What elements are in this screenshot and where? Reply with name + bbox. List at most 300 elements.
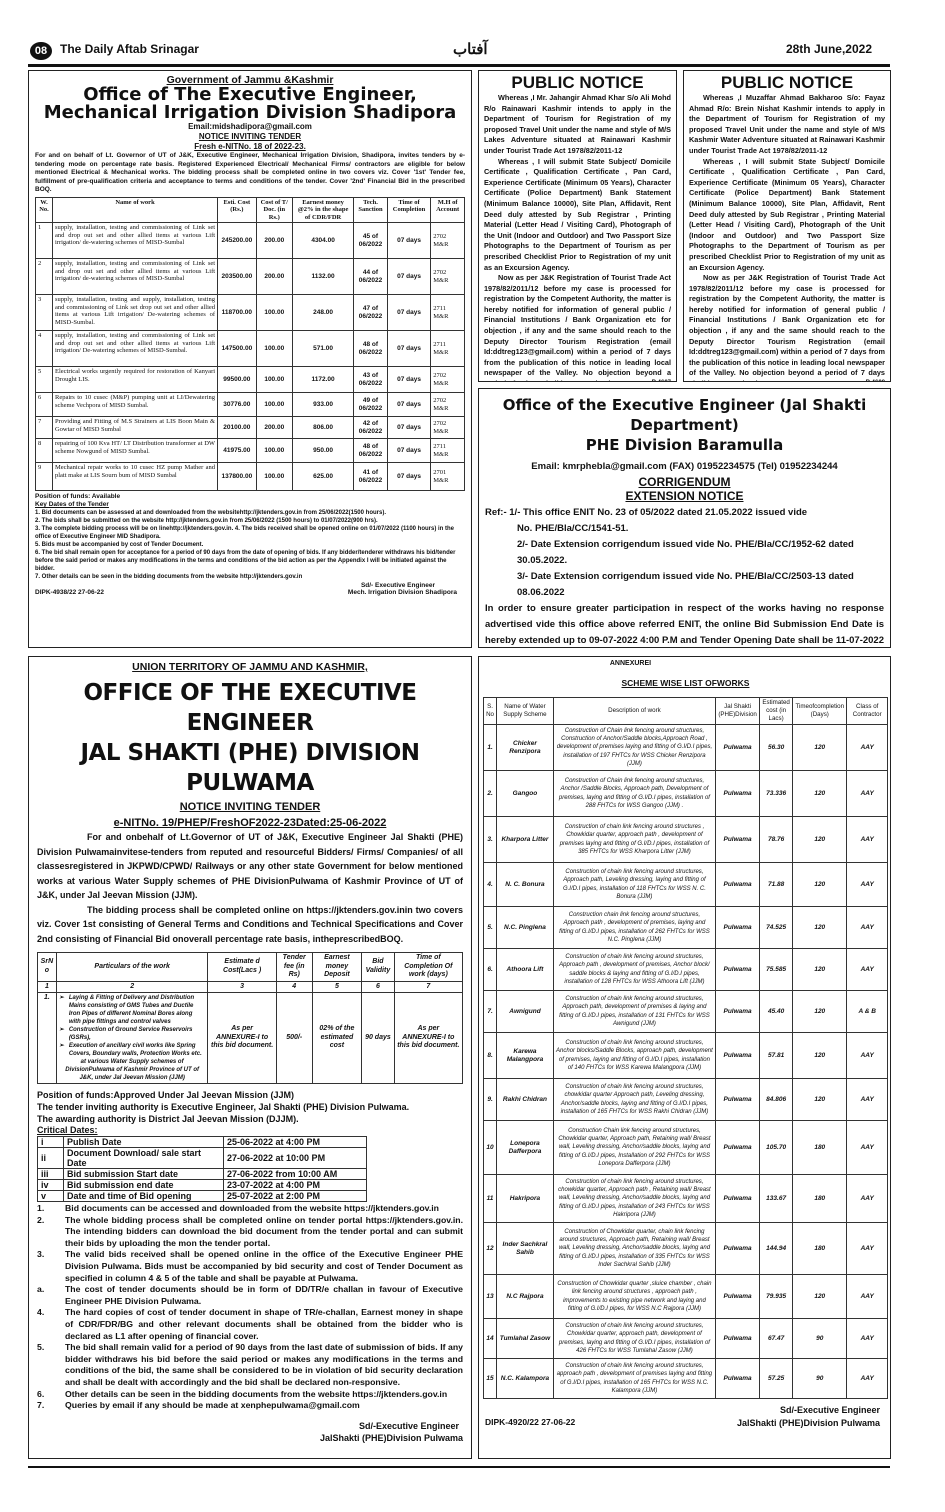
intro-paragraph-1: For and onbehalf of Lt.Governor of UT of J&K, Executive Engineer Jal Shakti (PHE) Division Pulwamainvitese-tenders from reputed and resourceful Bidders/ Firms/ Companies/ of all classesregistered in JKPWD/CPWD/ Railways or any other state Government for below mentioned works at various Water Supply schemes of PHE DivisionPulwama of Kashmir Province of UT of J&K, under Jal Jeevan Mission (JJM). [37, 832, 463, 900]
table-cell: AAY [847, 907, 888, 949]
table-cell: 43 of 06/2022 [354, 367, 388, 393]
table-cell: 07 days [387, 463, 431, 491]
page-header [28, 40, 890, 62]
particulars-text: Construction of Ground Service Reservoirs (GSRs), [68, 1027, 193, 1041]
term-item [37, 1203, 463, 1215]
signature-office: JalShakti (PHE)Division Pulwama [736, 1418, 880, 1428]
table-cell: AAY [847, 725, 888, 771]
ad-mid-shadipora [28, 70, 472, 648]
table-cell: 9 [36, 463, 53, 491]
table-cell: 2702 M&R [431, 417, 465, 439]
table-row [484, 949, 888, 991]
table-row [484, 1223, 888, 1275]
term-text: The bid shall remain valid for a period of 90 days from the last date of submission of bids. If any bidder withdraws his bid before the said period or makes any modifications in the terms and conditions of the bid, the same shall be considered to be in violation of bid security declaration and shall be dealt with accordingly and the bid shall be declared non-responsive. [65, 1342, 463, 1387]
table-row [36, 295, 465, 331]
page-number: 08 [30, 42, 52, 60]
public-notice-1 [478, 70, 677, 382]
table-row [484, 1319, 888, 1359]
column-header: Tech. Sanction [354, 197, 388, 223]
table-cell: 203500.00 [218, 259, 257, 295]
term-item [37, 1342, 463, 1388]
table-cell: 950.00 [292, 439, 353, 463]
table-cell: Tumlahal Zasow [497, 1319, 554, 1359]
column-header: Name of Water Supply Scheme [497, 698, 554, 725]
table-cell: 120 [793, 991, 847, 1033]
particulars-text: Execution of ancillary civil works like Spring Covers, Boundary walls, Protection Works etc. [68, 1043, 202, 1057]
table-cell: Construction of chain link fencing around structures, Anchor blocks/Saddle Blocks, approach path, development of premises, laying and fitting of G.I/D.I pipes, installation of 140 FHTCs for WSS Karewa Malangpora (JJM) [553, 1033, 715, 1079]
date-row [38, 1137, 367, 1148]
office-title-2: Mechanical Irrigation Division Shadipora [43, 102, 457, 123]
email: Email:midshadipora@gmail.com [188, 122, 312, 131]
table-cell: Construction of Chain link fencing around structures, Anchor /Saddle Blocks, Approach path, Development of premises, laying and fitting of G.I/D.I pipes, installation of 288 FHTCs for WSS Gangoo (JJM) . [553, 771, 715, 817]
office-title-2: PHE Division Baramulla [585, 436, 784, 454]
column-header: Cost of T/ Doc. (in Rs.) [256, 197, 292, 223]
table-cell: Kharpora Litter [497, 817, 554, 863]
table-row [484, 907, 888, 949]
critical-dates-table [37, 1136, 367, 1202]
table-cell: 90 [793, 1319, 847, 1359]
table-cell: 99500.00 [218, 367, 257, 393]
table-cell: 79.935 [760, 1275, 793, 1319]
table-row [36, 223, 465, 259]
column-number: 5 [312, 981, 361, 993]
table-cell: Pulwama [716, 991, 760, 1033]
row-particulars [56, 993, 208, 1084]
table-cell: 45.40 [760, 991, 793, 1033]
table-cell: AAY [847, 771, 888, 817]
term-number: 3. [37, 1249, 45, 1260]
table-cell: 07 days [387, 223, 431, 259]
contact-line: Email: kmrphebla@gmail.com (FAX) 01952234575 (Tel) 01952234244 [531, 461, 838, 472]
table-row [36, 259, 465, 295]
table-cell: 48 of 06/2022 [354, 331, 388, 367]
table-cell: 100.00 [256, 295, 292, 331]
table-cell: 5 [36, 367, 53, 393]
table-cell: 100.00 [256, 331, 292, 367]
intro-paragraph: For and on behalf of Lt. Governor of UT of J&K, Executive Engineer, Mechanical Irrigation Division, Shadipora, invites tenders by e-tendering mode on percentage rate basis. Registered Experienced Electrical/ Mechanical Firms/ contractors are eligible for below mentioned Electrical & Mechanical works. The bidding process shall be completed online in two covers viz. Cover '1st' Tender fee, fulfillment of pre-qualification criteria and acceptance to terms and conditions of the tender. Cover '2nd' Financial Bid in the prescribed BOQ. [35, 152, 465, 193]
date-cell: 27-06-2022 at 10:00 PM [224, 1148, 367, 1169]
column-number: 7 [394, 981, 462, 993]
table-cell: Pulwama [716, 949, 760, 991]
table-cell: Construction of Chowkidar quarter ,sluice chamber , chain link fencing around structures , approach path , improvements to existing pipe network and laying and fitting of G.I/D.I pipes, for WSS N.C Rajpora (JJM) [553, 1275, 715, 1319]
table-cell: Inder Sachkral Sahib [497, 1223, 554, 1275]
notice-para-2: Whereas , I will submit State Subject/ Domicile Certificate , Qualification Certificate , Pan Card, Experience Certificate (Minimum 05 Years), Character Certificate (Police Department) Bank Statement (Minimum Balance 10000), Site Plan, Affidavit, Rent Deed duly attested by Sub Registrar , Printing Material (Letter Head / Visiting Card), Photograph of the Unit (Indoor and Outdoor) and Two Passport Size Photographs to the Department of Tourism as per prescribed Checklist Prior to Registration of my unit as an Excursion Agency. [484, 156, 671, 272]
note-item: 1. Bid documents can be assessed at and downloaded from the websitehttp://jktenders.gov.in from 25/06/2022(1500 hours). [35, 510, 386, 516]
notice-para-1: Whereas ,I Muzaffar Ahmad Bakharoo S/o: Fayaz Ahmad R/o: Brein Nishat Kashmir intends to apply in the Department of Tourism for Registration of my proposed Travel Unit under the name and style of M/S Kashmir Water Adventure situated at Rainawari Kashmir under Tourist Trade Act 1978/82/2011-12 [689, 93, 885, 155]
funds-position: Position of funds:Approved Under Jal Jeevan Mission (JJM) [37, 1090, 295, 1100]
critical-dates-heading: Critical Dates: [37, 1125, 98, 1135]
table-cell: supply, installation, testing and commissioning of Link set and drop out set and other allied items at various Lift irrigation/ de-watering schemes of MISD-Sumbal [52, 259, 217, 295]
table-cell: repairing of 100 Kva HT/ LT Distribution transformer at DW scheme Nowgund of MISD Sumbal. [52, 439, 217, 463]
table-cell: 12 [484, 1223, 497, 1275]
table-cell: Construction of chain link fencing around structures, Chowkidar quarter, approach path, development of premises, laying and fitting of G.I/D.I pipes, installation of 426 FHTCs for WSS Tumlahal Zasow (JJM) [553, 1319, 715, 1359]
table-cell: Construction of chain link fencing around structures, approach path , development of premises laying and fitting of G.I/D.I pipes, installation of 165 FHTCs for WSS N.C. Kalampora (JJM) [553, 1359, 715, 1399]
table-cell: 90 [793, 1359, 847, 1399]
table-cell: 74.525 [760, 907, 793, 949]
table-cell: 2702 M&R [431, 259, 465, 295]
table-cell: 2711 M&R [431, 439, 465, 463]
office-title-1: Office of the Executive Engineer (Jal Shakti Department) [502, 396, 867, 434]
table-cell: 56.30 [760, 725, 793, 771]
table-row [484, 817, 888, 863]
term-number: 7. [37, 1400, 45, 1411]
term-text: The cost of tender documents should be in form of DD/TR/e challan in favour of Executive Engineer PHE Division Pulwama. [65, 1284, 463, 1306]
table-cell: 07 days [387, 259, 431, 295]
ref-2: 2/- Date Extension corrigendum issued vide No. PHE/Bla/CC/1952-62 dated 30.05.2022. [517, 539, 854, 566]
table-cell: 48 of 06/2022 [354, 439, 388, 463]
table-cell: 133.67 [760, 1175, 793, 1223]
column-header: Class of Contractor [847, 698, 888, 725]
table-cell: 245200.00 [218, 223, 257, 259]
column-header: Earnest money @2% in the shape of CDR/FDR [292, 197, 353, 223]
ad-annexure-works [478, 656, 891, 1459]
table-cell: Construction of Chain link fencing around structures, Construction of Anchor/Saddle blocks,Approach Road , development of premises laying and fitting of G.I/D.I pipes, installation of 197 FHTCs for WSS Chicker Renzipora (JJM) [553, 725, 715, 771]
table-cell: 1172.00 [292, 367, 353, 393]
signature: Sd/-Executive Engineer [358, 1420, 459, 1431]
table-cell: Pulwama [716, 1359, 760, 1399]
table-cell: N.C. Kalampora [497, 1359, 554, 1399]
column-header: Earnest money Deposit [312, 953, 361, 982]
table-cell: Pulwama [716, 1175, 760, 1223]
table-cell: 571.00 [292, 331, 353, 367]
table-row [484, 725, 888, 771]
table-row [484, 1121, 888, 1175]
table-cell: 2 [36, 259, 53, 295]
column-header: Jal Shakti (PHE)Division [716, 698, 760, 725]
table-cell: 120 [793, 771, 847, 817]
table-row [484, 991, 888, 1033]
table-cell: 120 [793, 907, 847, 949]
footer-rule [28, 1466, 890, 1468]
date-row [38, 1148, 367, 1169]
table-cell: 9. [484, 1079, 497, 1121]
date-row [38, 1169, 367, 1180]
table-cell: 84.806 [760, 1079, 793, 1121]
table-cell: 2702 M&R [431, 367, 465, 393]
gov-heading: Government of Jammu &Kashmir [166, 74, 334, 86]
table-cell: 120 [793, 725, 847, 771]
column-number: 1 [38, 981, 57, 993]
notice-para-3: Now as per J&K Registration of Tourist Trade Act 1978/82/2011/12 before my case is processed for registration by the Competent Authority, the matter is hereby notified for information of general public / Financial Institutions / Bank Organization etc for objection , if any and the same should reach to the Deputy Director Tourism Registration (email Id:ddtreg123@gmail.com) within a period of 7 days from the publication of this notice in leading local newspaper of the Valley. No objection beyond a [484, 273, 671, 378]
table-cell: 11 [484, 1175, 497, 1223]
table-cell: 2711 M&R [431, 331, 465, 367]
table-cell: Pulwama [716, 1121, 760, 1175]
enit-number: Fresh e-NITNo. 18 of 2022-23. [194, 142, 306, 151]
column-header: Estimated cost (in Lacs) [760, 698, 793, 725]
note-item: 5. Bids must be accompanied by cost of Tender Document. [35, 542, 204, 548]
table-cell: 8 [36, 439, 53, 463]
term-item [37, 1400, 463, 1412]
table-cell: 120 [793, 863, 847, 907]
intro-paragraph-2: The bidding process shall be completed online on https://jktenders.gov.inin two covers viz. Cover 1st consisting of General Terms and Conditions and Technical Specifications and Cover 2nd consisting of Financial Bid onoverall percentage rate basis, intheprescribedBOQ. [37, 904, 463, 944]
table-cell: Lonepora Dafferpora [497, 1121, 554, 1175]
table-cell: Construction of chain link fencing around structures, chowkidar quarter Approach path, Leveling dressing, Anchor/saddle blocks, laying and fitting of G.I/D.I pipes, installation of 165 FHTCs for WSS Rakhi Chidran (JJM) [553, 1079, 715, 1121]
ut-heading: UNION TERRITORY OF JAMMU AND KASHMIR, [132, 661, 368, 673]
table-cell: AAY [847, 1223, 888, 1275]
table-cell: 625.00 [292, 463, 353, 491]
table-cell: 3. [484, 817, 497, 863]
ad-phe-baramulla [478, 388, 891, 648]
table-cell: 07 days [387, 439, 431, 463]
table-cell: 7. [484, 991, 497, 1033]
dipk-number: DIPK-4920/22 27-06-22 [485, 1417, 576, 1427]
nit-heading: NOTICE INVITING TENDER [179, 801, 321, 813]
table-cell: 248.00 [292, 295, 353, 331]
header-rule [28, 64, 890, 67]
table-row [36, 331, 465, 367]
table-cell: 41975.00 [218, 439, 257, 463]
column-number: 4 [276, 981, 312, 993]
table-cell: 2701 M&R [431, 463, 465, 491]
table-cell: 200.00 [256, 223, 292, 259]
table-cell: AAY [847, 1319, 888, 1359]
date-cell: 27-06-2022 from 10:00 AM [224, 1169, 367, 1180]
table-cell: 07 days [387, 417, 431, 439]
signature: Sd/- Executive Engineer [360, 582, 435, 589]
table-cell: Rakhi Chidran [497, 1079, 554, 1121]
row-fee: 500/- [276, 993, 312, 1084]
annexure-subtitle: SCHEME WISE LIST OFWORKS [621, 678, 750, 688]
column-header: Description of work [553, 698, 715, 725]
table-cell: Pulwama [716, 817, 760, 863]
table-cell: 42 of 06/2022 [354, 417, 388, 439]
table-cell: 71.88 [760, 863, 793, 907]
table-cell: 41 of 06/2022 [354, 463, 388, 491]
annexure-title: ANNEXUREI [609, 660, 652, 667]
table-cell: 180 [793, 1175, 847, 1223]
table-cell: 2702 M&R [431, 393, 465, 417]
date-row [38, 1191, 367, 1202]
nit-heading: NOTICE INVITING TENDER [198, 132, 302, 141]
row-sno: 1. [38, 993, 57, 1084]
table-cell: 2702 M&R [431, 223, 465, 259]
ad-phe-pulwama [28, 656, 472, 1459]
table-cell: 137800.00 [218, 463, 257, 491]
table-cell: Pulwama [716, 1033, 760, 1079]
column-header: Esti. Cost (Rs.) [218, 197, 257, 223]
table-cell: 120 [793, 949, 847, 991]
term-number: 2. [37, 1214, 45, 1225]
term-text: The hard copies of cost of tender document in shape of TR/e-challan, Earnest money in shape of CDR/FDR/BG and other relevant documents shall be obtained from the bidder who is declared as L1 after opening of financial cover. [65, 1307, 463, 1341]
term-text: The valid bids received shall be opened online in the office of the Executive Engineer PHE Division Pulwama. Bids must be accompanied by bid security and cost of Tender Document as specified in column 4 & 5 of the table and shall be payable at Pulwama. [65, 1249, 463, 1283]
term-item [37, 1389, 463, 1401]
ref-3: 3/- Date Extension corrigendum issued vide No. PHE/Bla/CC/2503-13 dated 08.06.2022 [517, 571, 854, 598]
ref-1b: No. PHE/Bla/CC/1541-51. [517, 523, 629, 534]
table-cell: Pulwama [716, 1079, 760, 1121]
table-cell: 07 days [387, 295, 431, 331]
table-cell: N. C. Bonura [497, 863, 554, 907]
table-cell: 2. [484, 771, 497, 817]
table-row [484, 771, 888, 817]
table-cell: 2711 M&R [431, 295, 465, 331]
table-cell: supply, installation, testing and commissioning of Link set and drop out set and other allied items at various Lift irrigation/ de-watering schemes of MISD-Sumbal [52, 223, 217, 259]
notice-para-3: Now as per J&K Registration of Tourist Trade Act 1978/82/2011/12 before my case is processed for registration by the Competent Authority, the matter is hereby notified for information of general public / Financial Institutions / Bank Organization etc for objection , if any and the same should reach to the Deputy Director Tourism Registration (email Id:ddtreg123@gmail.com) within a period of 7 days from the publication of this notice in leading local newspaper of the Valley. No objection beyond a period of 7 days [689, 273, 885, 378]
table-cell: 1 [36, 223, 53, 259]
date-cell: i [38, 1137, 64, 1148]
signature: Sd/-Executive Engineer [779, 1405, 880, 1415]
table-cell: Construction chain link fencing around structures, Approach path , development of premises, laying and fitting of G.I/D.I pipes, installation of 262 FHTCs for WSS N.C. Pinglena (JJM) [553, 907, 715, 949]
table-cell: 1. [484, 725, 497, 771]
row-estimate: As per ANNEXURE-I to this bid document. [208, 993, 276, 1084]
particulars-tail: at various Water Supply schemes of DivisionPulwama of Kashmir Province of UT of J&K, under Jal Jeevan Mission (JJM) [65, 1059, 199, 1081]
table-row [484, 1079, 888, 1121]
date-cell: Document Download/ sale start Date [64, 1148, 224, 1169]
term-item [37, 1215, 463, 1250]
office-title-2: JAL SHAKTI (PHE) DIVISION PULWAMA [80, 740, 420, 796]
table-cell: Awnigund [497, 991, 554, 1033]
column-number: 2 [56, 981, 208, 993]
row-emd: 02% of the estimated cost [312, 993, 361, 1084]
signature-office: JalShakti (PHE)Division Pulwama [319, 1432, 463, 1443]
date-cell: Publish Date [64, 1137, 224, 1148]
inviting-authority: The tender inviting authority is Executive Engineer, Jal Shakti (PHE) Division Pulwama. [37, 1102, 410, 1112]
table-row [36, 393, 465, 417]
table-cell: 1132.00 [292, 259, 353, 295]
table-cell: 100.00 [256, 393, 292, 417]
term-text: Bid documents can be accessed and downloaded from the website https://jktenders.gov.in [65, 1203, 439, 1213]
date-cell: iii [38, 1169, 64, 1180]
table-cell: 07 days [387, 331, 431, 367]
table-cell: Repairs to 10 cusec (M&P) pumping unit at LI/Dewatering scheme Vechpora of MISD Sumbal. [52, 393, 217, 417]
note-item: 6. The bid shall remain open for acceptance for a period of 90 days from the date of opening of bids. If any bidder/tenderer withdraws his bid/tender before the said period or makes any modifications in the terms and conditions of the bid action as per the Appendix I will be initiated against the bidder. [35, 550, 456, 572]
table-cell: Gangoo [497, 771, 554, 817]
term-number: 5. [37, 1342, 45, 1353]
funds-position: Position of funds: Available [35, 493, 121, 500]
tender-table [37, 952, 463, 1084]
column-header: Particulars of the work [56, 953, 208, 982]
table-cell: Construction of chain link fencing around structures, Approach path, development of premises & laying and fitting of G.I/D.I pipes, installation of 131 FHTCs for WSS Awnigund (JJM) [553, 991, 715, 1033]
corrigendum-heading: CORRIGENDUM [638, 475, 731, 489]
table-cell: AAY [847, 1175, 888, 1223]
table-cell: 10 [484, 1121, 497, 1175]
table-cell: 8. [484, 1033, 497, 1079]
table-cell: 13 [484, 1275, 497, 1319]
date-row [38, 1180, 367, 1191]
date-cell: Bid submission end date [64, 1180, 224, 1191]
table-cell: 200.00 [256, 259, 292, 295]
public-notice-2 [683, 70, 891, 382]
particulars-item [59, 994, 206, 1026]
date-cell: Bid submission Start date [64, 1169, 224, 1180]
date-cell: v [38, 1191, 64, 1202]
paper-logo: آفتاب [453, 40, 488, 58]
arrow-icon: ➢ [58, 995, 64, 1001]
note-item: 7. Other details can be seen in the bidding documents from the website http://jktenders.gov.in [35, 574, 303, 580]
table-cell: 180 [793, 1121, 847, 1175]
table-cell: Hakripora [497, 1175, 554, 1223]
issue-date: 28th June,2022 [785, 42, 872, 56]
key-dates-heading: Key Dates of the Tender [35, 501, 109, 508]
ref-1: Ref:- 1/- This office ENIT No. 23 of 05/2022 dated 21.05.2022 issued vide [485, 507, 808, 518]
awarding-authority: The awarding authority is District Jal Jeevan Mission (DJJM). [37, 1114, 299, 1124]
table-cell: 120 [793, 817, 847, 863]
terms-list [37, 1203, 463, 1412]
table-cell: 4 [36, 331, 53, 367]
table-cell: A & B [847, 991, 888, 1033]
table-cell: 49 of 06/2022 [354, 393, 388, 417]
table-cell: AAY [847, 1121, 888, 1175]
table-cell: Pulwama [716, 771, 760, 817]
column-header: S. No [484, 698, 497, 725]
table-cell: 100.00 [256, 439, 292, 463]
office-title-1: Office of The Executive Engineer, [83, 84, 417, 105]
table-cell: Chicker Renzipora [497, 725, 554, 771]
term-text: Other details can be seen in the bidding documents from the website https://jktenders.gov.in [65, 1388, 448, 1399]
term-number: a. [37, 1284, 45, 1295]
paper-name: The Daily Aftab Srinagar [60, 42, 199, 56]
table-cell: AAY [847, 1275, 888, 1319]
table-cell: N.C Rajpora [497, 1275, 554, 1319]
table-cell: 120 [793, 1033, 847, 1079]
column-header: Timeofcompletion (Days) [793, 698, 847, 725]
column-header: M.H of Account [431, 197, 465, 223]
table-cell: Construction of Chowkidar quarter, chain link fencing around structures, Approach path, Retaining wall/ Breast wall, Leveling dressing, Anchor/saddle blocks, laying and fitting of G.I/D.I pipes, installation of 335 FHTCs for WSS Inder Sachkral Sahib (JJM) [553, 1223, 715, 1275]
table-cell: Pulwama [716, 725, 760, 771]
table-cell: 6. [484, 949, 497, 991]
column-header: Time of Completion Of work (days) [394, 953, 462, 982]
table-cell: Pulwama [716, 863, 760, 907]
table-cell: AAY [847, 949, 888, 991]
table-cell: 144.94 [760, 1223, 793, 1275]
table-cell: 933.00 [292, 393, 353, 417]
column-header: Estimate d Cost(Lacs ) [208, 953, 276, 982]
column-header: Bid Validity [362, 953, 395, 982]
works-table [35, 197, 465, 492]
table-cell: Construction of chain link fencing around structures, chowkidar quarter, Approach path , Retaining wall/ Breast wall, Leveling dressing, Anchor/saddle blocks, laying and fitting of G.I/D.I pipes, installation of 243 FHTCs for WSS Hakripora (JJM) [553, 1175, 715, 1223]
column-header: Tender fee (in Rs) [276, 953, 312, 982]
table-cell: 806.00 [292, 417, 353, 439]
table-cell: 75.585 [760, 949, 793, 991]
table-cell: Karewa Malangpora [497, 1033, 554, 1079]
table-cell: AAY [847, 863, 888, 907]
date-cell: Date and time of Bid opening [64, 1191, 224, 1202]
table-row [484, 1359, 888, 1399]
term-text: Queries by email if any should be made at xenphepulwama@gmail.com [65, 1400, 360, 1411]
table-cell: Electrical works urgently required for restoration of Kanyari Drought LIS. [52, 367, 217, 393]
date-cell: 23-07-2022 at 4:00 PM [224, 1180, 367, 1191]
table-cell: 5. [484, 907, 497, 949]
table-cell: 78.76 [760, 817, 793, 863]
column-number: 3 [208, 981, 276, 993]
note-item: 2. The bids shall be submitted on the website http://jktenders.gov.in from 25/06/2022 (1500 hours) to 01/07/2022(900 hrs). [35, 518, 378, 524]
enit-number: e-NITNo. 19/PHEP/FreshOF2022-23Dated:25-06-2022 [113, 817, 387, 829]
table-cell: 14 [484, 1319, 497, 1359]
table-cell: 100.00 [256, 463, 292, 491]
term-number: 1. [37, 1203, 45, 1213]
table-cell: Construction of chain link fencing around structures, Approach path, Leveling dressing, laying and fitting of G.I/D.I pipes, installation of 118 FHTCs for WSS N. C. Bonura (JJM) [553, 863, 715, 907]
signature-office: Mech. Irrigation Division Shadipora [347, 589, 457, 596]
table-cell: 120 [793, 1079, 847, 1121]
table-cell: 57.81 [760, 1033, 793, 1079]
term-number: 4. [37, 1307, 45, 1318]
row-time: As per ANNEXURE-I to this bid document. [394, 993, 462, 1084]
table-cell: supply, installation, testing and commissioning of Link set and drop out set and other allied items at various Lift irrigation/ De-watering schemes of MISD-Sumbal. [52, 331, 217, 367]
table-cell: 57.25 [760, 1359, 793, 1399]
table-cell: 100.00 [256, 367, 292, 393]
table-cell: 120 [793, 1275, 847, 1319]
table-cell: Construction of chain link fencing around structures, Approach path , development of premises, Anchor block/ saddle blocks & laying and fitting of G.I/D.I pipes, installation of 128 FHTCs for WSS Athoora Lift (JJM) [553, 949, 715, 991]
table-cell: 147500.00 [218, 331, 257, 367]
table-row [484, 1275, 888, 1319]
table-cell: Pulwama [716, 1319, 760, 1359]
term-number: 6. [37, 1388, 45, 1399]
table-cell: N.C. Pinglena [497, 907, 554, 949]
table-cell: 20100.00 [218, 417, 257, 439]
notice-title: PUBLIC NOTICE [511, 73, 644, 92]
table-cell: 07 days [387, 367, 431, 393]
table-cell: 180 [793, 1223, 847, 1275]
column-header: W. No. [36, 197, 53, 223]
